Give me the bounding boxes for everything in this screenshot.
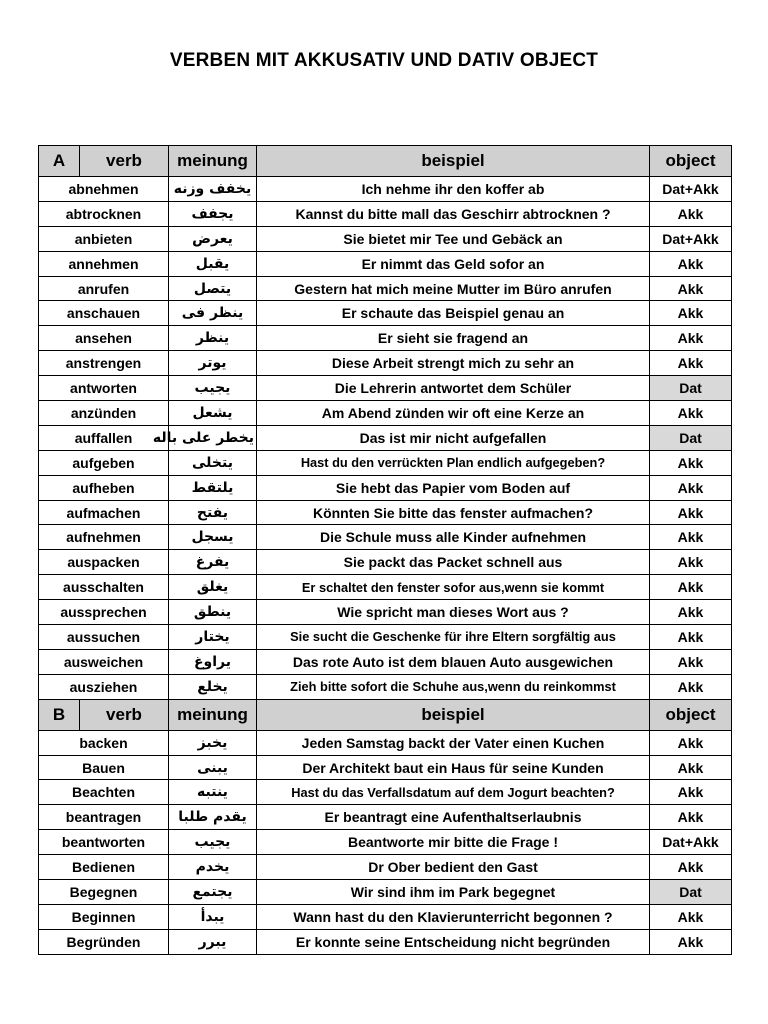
- table-row: [39, 830, 732, 855]
- verb-cell: anrufen: [39, 276, 169, 301]
- page-title: VERBEN MIT AKKUSATIV UND DATIV OBJECT: [169, 50, 599, 71]
- table-row: [39, 755, 732, 780]
- meaning-cell: يجيب: [169, 376, 257, 401]
- object-cell: Akk: [650, 301, 732, 326]
- object-cell: Akk: [650, 600, 732, 625]
- object-cell: Akk: [650, 525, 732, 550]
- table-row: [39, 525, 732, 550]
- object-cell: Akk: [650, 326, 732, 351]
- header-object: object: [650, 146, 732, 177]
- verb-cell: ausziehen: [39, 674, 169, 699]
- section-letter: B: [39, 699, 80, 730]
- object-cell: Dat+Akk: [650, 226, 732, 251]
- table-row: [39, 674, 732, 699]
- header-meaning: meinung: [169, 146, 257, 177]
- header-meaning: meinung: [169, 699, 257, 730]
- section-header-row: [39, 146, 732, 177]
- meaning-cell: يوتر: [169, 351, 257, 376]
- object-cell: Akk: [650, 575, 732, 600]
- object-cell: Akk: [650, 276, 732, 301]
- verb-table: [38, 145, 732, 955]
- verb-cell: aufheben: [39, 475, 169, 500]
- table-row: [39, 351, 732, 376]
- table-row: [39, 780, 732, 805]
- example-cell: Gestern hat mich meine Mutter im Büro anrufen: [257, 276, 650, 301]
- example-cell: Sie sucht die Geschenke für ihre Eltern sorgfältig aus: [257, 625, 650, 650]
- meaning-cell: يفتح: [169, 500, 257, 525]
- verb-cell: aussuchen: [39, 625, 169, 650]
- verb-cell: auffallen: [39, 425, 169, 450]
- table-row: [39, 550, 732, 575]
- object-cell: Dat+Akk: [650, 177, 732, 202]
- example-cell: Das ist mir nicht aufgefallen: [257, 425, 650, 450]
- meaning-cell: ينظر فى: [169, 301, 257, 326]
- table-row: [39, 177, 732, 202]
- object-cell: Akk: [650, 475, 732, 500]
- meaning-cell: ينتبه: [169, 780, 257, 805]
- meaning-cell: يبنى: [169, 755, 257, 780]
- example-cell: Zieh bitte sofort die Schuhe aus,wenn du reinkommst: [257, 674, 650, 699]
- object-cell: Akk: [650, 201, 732, 226]
- verb-cell: anzünden: [39, 401, 169, 426]
- verb-cell: abtrocknen: [39, 201, 169, 226]
- table-row: [39, 276, 732, 301]
- meaning-cell: يسجل: [169, 525, 257, 550]
- verb-cell: abnehmen: [39, 177, 169, 202]
- table-row: [39, 450, 732, 475]
- meaning-cell: يقدم طلبا: [169, 805, 257, 830]
- table-row: [39, 301, 732, 326]
- table-row: [39, 575, 732, 600]
- meaning-cell: يتصل: [169, 276, 257, 301]
- table-row: [39, 880, 732, 905]
- object-cell: Dat: [650, 376, 732, 401]
- section-header-row: [39, 699, 732, 730]
- meaning-cell: يبرر: [169, 929, 257, 954]
- verb-cell: antworten: [39, 376, 169, 401]
- table-row: [39, 855, 732, 880]
- example-cell: Diese Arbeit strengt mich zu sehr an: [257, 351, 650, 376]
- example-cell: Kannst du bitte mall das Geschirr abtrocknen ?: [257, 201, 650, 226]
- header-example: beispiel: [257, 699, 650, 730]
- table-row: [39, 326, 732, 351]
- table-row: [39, 625, 732, 650]
- table-row: [39, 929, 732, 954]
- verb-cell: anschauen: [39, 301, 169, 326]
- meaning-cell: يبدأ: [169, 904, 257, 929]
- table-row: [39, 475, 732, 500]
- object-cell: Akk: [650, 500, 732, 525]
- meaning-cell: يتخلى: [169, 450, 257, 475]
- object-cell: Akk: [650, 401, 732, 426]
- example-cell: Er sieht sie fragend an: [257, 326, 650, 351]
- example-cell: Ich nehme ihr den koffer ab: [257, 177, 650, 202]
- object-cell: Akk: [650, 649, 732, 674]
- example-cell: Er konnte seine Entscheidung nicht begründen: [257, 929, 650, 954]
- verb-cell: Bauen: [39, 755, 169, 780]
- table-row: [39, 401, 732, 426]
- verb-cell: beantragen: [39, 805, 169, 830]
- verb-cell: aufnehmen: [39, 525, 169, 550]
- table-row: [39, 500, 732, 525]
- example-cell: Die Schule muss alle Kinder aufnehmen: [257, 525, 650, 550]
- meaning-cell: يشعل: [169, 401, 257, 426]
- header-verb: verb: [80, 146, 169, 177]
- example-cell: Wir sind ihm im Park begegnet: [257, 880, 650, 905]
- example-cell: Das rote Auto ist dem blauen Auto ausgewichen: [257, 649, 650, 674]
- meaning-cell: يراوغ: [169, 649, 257, 674]
- table-row: [39, 649, 732, 674]
- example-cell: Hast du das Verfallsdatum auf dem Jogurt beachten?: [257, 780, 650, 805]
- verb-cell: aufgeben: [39, 450, 169, 475]
- example-cell: Dr Ober bedient den Gast: [257, 855, 650, 880]
- verb-cell: aufmachen: [39, 500, 169, 525]
- verb-cell: aussprechen: [39, 600, 169, 625]
- header-object: object: [650, 699, 732, 730]
- verb-cell: auspacken: [39, 550, 169, 575]
- verb-cell: backen: [39, 730, 169, 755]
- example-cell: Er beantragt eine Aufenthaltserlaubnis: [257, 805, 650, 830]
- example-cell: Wie spricht man dieses Wort aus ?: [257, 600, 650, 625]
- object-cell: Dat: [650, 425, 732, 450]
- header-example: beispiel: [257, 146, 650, 177]
- example-cell: Der Architekt baut ein Haus für seine Kunden: [257, 755, 650, 780]
- meaning-cell: يقبل: [169, 251, 257, 276]
- object-cell: Akk: [650, 251, 732, 276]
- object-cell: Akk: [650, 450, 732, 475]
- table-row: [39, 226, 732, 251]
- meaning-cell: يلتقط: [169, 475, 257, 500]
- verb-cell: anstrengen: [39, 351, 169, 376]
- example-cell: Beantworte mir bitte die Frage !: [257, 830, 650, 855]
- example-cell: Sie packt das Packet schnell aus: [257, 550, 650, 575]
- object-cell: Akk: [650, 550, 732, 575]
- object-cell: Akk: [650, 755, 732, 780]
- verb-cell: annehmen: [39, 251, 169, 276]
- table-row: [39, 904, 732, 929]
- example-cell: Sie hebt das Papier vom Boden auf: [257, 475, 650, 500]
- meaning-cell: يخفف وزنه: [169, 177, 257, 202]
- verb-cell: Beginnen: [39, 904, 169, 929]
- example-cell: Könnten Sie bitte das fenster aufmachen?: [257, 500, 650, 525]
- example-cell: Die Lehrerin antwortet dem Schüler: [257, 376, 650, 401]
- object-cell: Akk: [650, 730, 732, 755]
- verb-cell: Begründen: [39, 929, 169, 954]
- verb-cell: Bedienen: [39, 855, 169, 880]
- verb-cell: ausweichen: [39, 649, 169, 674]
- verb-table-body: [39, 146, 732, 955]
- verb-cell: beantworten: [39, 830, 169, 855]
- meaning-cell: يعرض: [169, 226, 257, 251]
- object-cell: Akk: [650, 780, 732, 805]
- section-letter: A: [39, 146, 80, 177]
- header-verb: verb: [80, 699, 169, 730]
- meaning-cell: ينطق: [169, 600, 257, 625]
- example-cell: Er schaute das Beispiel genau an: [257, 301, 650, 326]
- meaning-cell: يخطر على باله: [169, 425, 257, 450]
- object-cell: Akk: [650, 929, 732, 954]
- object-cell: Akk: [650, 674, 732, 699]
- example-cell: Er nimmt das Geld sofor an: [257, 251, 650, 276]
- table-row: [39, 376, 732, 401]
- verb-cell: Begegnen: [39, 880, 169, 905]
- example-cell: Jeden Samstag backt der Vater einen Kuchen: [257, 730, 650, 755]
- example-cell: Wann hast du den Klavierunterricht begonnen ?: [257, 904, 650, 929]
- meaning-cell: يخدم: [169, 855, 257, 880]
- verb-cell: ansehen: [39, 326, 169, 351]
- table-row: [39, 600, 732, 625]
- table-row: [39, 805, 732, 830]
- object-cell: Akk: [650, 904, 732, 929]
- meaning-cell: يغلق: [169, 575, 257, 600]
- meaning-cell: يجفف: [169, 201, 257, 226]
- verb-cell: Beachten: [39, 780, 169, 805]
- table-row: [39, 251, 732, 276]
- meaning-cell: يفرغ: [169, 550, 257, 575]
- verb-cell: anbieten: [39, 226, 169, 251]
- table-row: [39, 425, 732, 450]
- table-row: [39, 730, 732, 755]
- meaning-cell: يجتمع: [169, 880, 257, 905]
- object-cell: Dat: [650, 880, 732, 905]
- example-cell: Er schaltet den fenster sofor aus,wenn sie kommt: [257, 575, 650, 600]
- object-cell: Akk: [650, 805, 732, 830]
- meaning-cell: يخبز: [169, 730, 257, 755]
- meaning-cell: يجيب: [169, 830, 257, 855]
- object-cell: Akk: [650, 625, 732, 650]
- example-cell: Hast du den verrückten Plan endlich aufgegeben?: [257, 450, 650, 475]
- meaning-cell: يخلع: [169, 674, 257, 699]
- object-cell: Akk: [650, 855, 732, 880]
- object-cell: Akk: [650, 351, 732, 376]
- meaning-cell: يختار: [169, 625, 257, 650]
- example-cell: Am Abend zünden wir oft eine Kerze an: [257, 401, 650, 426]
- verb-cell: ausschalten: [39, 575, 169, 600]
- object-cell: Dat+Akk: [650, 830, 732, 855]
- table-row: [39, 201, 732, 226]
- example-cell: Sie bietet mir Tee und Gebäck an: [257, 226, 650, 251]
- meaning-cell: ينظر: [169, 326, 257, 351]
